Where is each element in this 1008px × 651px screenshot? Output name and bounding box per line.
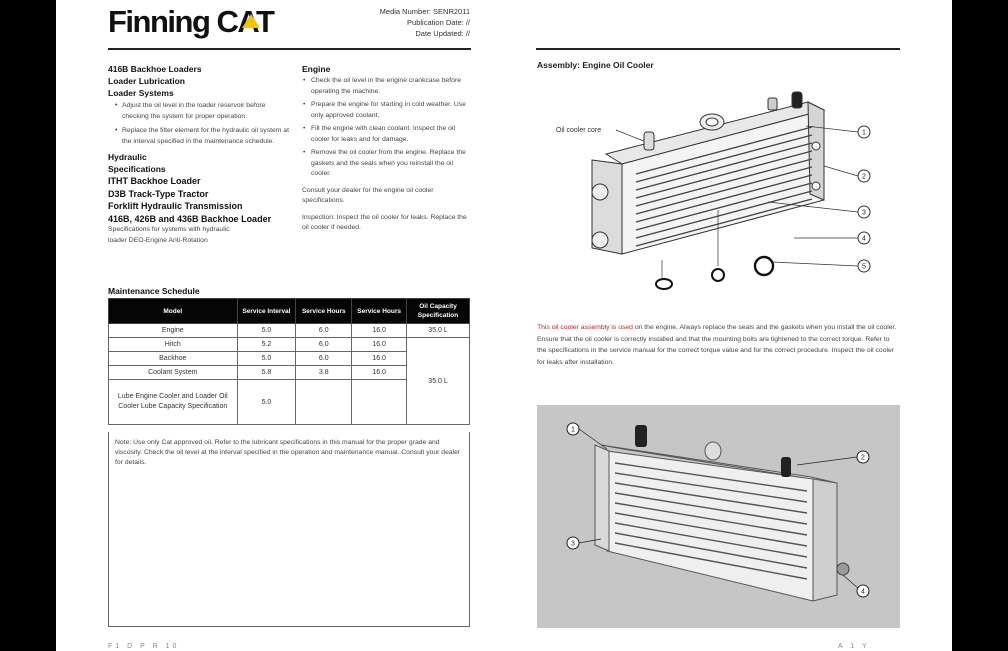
- o-ring-part: [656, 279, 672, 289]
- column-header: Oil Capacity Specification: [407, 299, 470, 324]
- callout-number: 4: [862, 235, 866, 243]
- spec-table: [108, 298, 470, 425]
- table-cell: 35.0 L: [407, 324, 470, 338]
- table-cell: 5.0: [237, 380, 296, 425]
- photo-fitting: [837, 563, 849, 575]
- description-text: on the engine. Always replace the seals and the gaskets when you install the oil cooler. Ensure that the oil cooler is correctly installed and that the mounting bolts are tightened to the correct torque. Refer to the specifications in the service manual for the correct torque value and for the correct procedure. Inspect the oil cooler for leaks after installation.: [537, 324, 897, 366]
- section-heading: Engine: [302, 64, 331, 74]
- column-header: Service Hours: [352, 299, 407, 324]
- o-ring-part: [712, 269, 724, 281]
- table-cell: 6.0: [296, 352, 352, 366]
- callout-number: 2: [861, 454, 865, 462]
- meta-media-number: Media Number: SENR2011: [379, 7, 470, 16]
- figure-description: [537, 322, 899, 368]
- section-subheading: Loader Lubrication: [108, 76, 185, 86]
- column-header: Model: [109, 299, 238, 324]
- callout-number: 3: [862, 209, 866, 217]
- bullet-item: • Adjust the oil level in the loader reservoir before checking the system for proper operation.: [108, 101, 290, 122]
- meta-date-updated: Date Updated: //: [415, 29, 470, 38]
- column-header: Service Interval: [237, 299, 296, 324]
- section-subheading: Loader Systems: [108, 88, 174, 98]
- table-cell: Engine: [109, 324, 238, 338]
- spec-heading: Specifications: [108, 164, 166, 174]
- table-cell: 16.0: [352, 338, 407, 352]
- o-ring-part: [755, 257, 773, 275]
- model-line: ITHT Backhoe Loader: [108, 176, 201, 186]
- table-header-row: [109, 299, 470, 324]
- section-heading: 416B Backhoe Loaders: [108, 64, 202, 74]
- column-header: Service Hours: [296, 299, 352, 324]
- bullet-item: • Fill the engine with clean coolant. Inspect the oil cooler for leaks and for damage.: [302, 124, 472, 145]
- paragraph: Inspection: Inspect the oil cooler for leaks. Replace the oil cooler if needed.: [302, 213, 467, 231]
- callout-number: 2: [862, 173, 866, 181]
- page-footer-right: A 1 Y: [838, 643, 870, 650]
- document-meta: [366, 6, 470, 39]
- finning-cat-logo: [108, 4, 273, 40]
- table-cell: 6.0: [296, 324, 352, 338]
- callout-number: 3: [571, 540, 575, 548]
- table-cell: Hitch: [109, 338, 238, 352]
- figure-label: Oil cooler core: [556, 127, 602, 134]
- highlight-text: This oil cooler assembly is used: [537, 324, 633, 331]
- notes-box: [108, 432, 470, 627]
- bullet-item: • Prepare the engine for starting in cold weather. Use only approved coolant.: [302, 100, 472, 121]
- table-cell: 16.0: [352, 324, 407, 338]
- table-cell: 5.0: [237, 324, 296, 338]
- small-note: loader DEO-Engine Anti-Rotation: [108, 236, 208, 244]
- table-cell: [352, 380, 407, 425]
- table-cell: Coolant System: [109, 366, 238, 380]
- bullet-item: • Remove the oil cooler from the engine. Replace the gaskets and the seals when you reinstall the oil cooler.: [302, 148, 472, 180]
- leader-line: [616, 130, 646, 142]
- model-line: D3B Track-Type Tractor: [108, 188, 209, 199]
- paragraph: Consult your dealer for the engine oil cooler specifications.: [302, 186, 434, 204]
- table-cell: 35.0 L: [407, 338, 470, 425]
- table-row: [109, 338, 470, 352]
- bullet-item: • Check the oil level in the engine crankcase before operating the machine.: [302, 76, 472, 97]
- photo-fitting: [635, 425, 647, 447]
- header-rule-right: [536, 48, 900, 50]
- table-cell: 3.8: [296, 366, 352, 380]
- callout-number: 1: [571, 426, 575, 434]
- table-cell: 5.8: [237, 366, 296, 380]
- table-cell: [296, 380, 352, 425]
- middle-column: [302, 63, 472, 234]
- brand-cat: [217, 4, 274, 39]
- table-cell: 5.0: [237, 352, 296, 366]
- notes-text: Note: Use only Cat approved oil. Refer to the lubricant specifications in this manual for the proper grade and viscosity. Check the oil level at the interval specified in the operation and maintenance manual. Consult your dealer for details.: [115, 439, 461, 466]
- model-line: Forklift Hydraulic Transmission: [108, 201, 243, 211]
- header-rule-left: [108, 48, 471, 50]
- table-cell: 16.0: [352, 352, 407, 366]
- photo-fitting: [781, 457, 791, 477]
- cat-triangle-icon: [242, 14, 260, 28]
- brand-name: Finning: [108, 4, 210, 39]
- model-line: 416B, 426B and 436B Backhoe Loader: [108, 213, 272, 224]
- table-title: Maintenance Schedule: [108, 286, 200, 296]
- callout-number: 1: [862, 129, 866, 137]
- spec-heading: Hydraulic: [108, 152, 147, 162]
- brand-cat-text: CAT: [216, 4, 274, 39]
- oil-cooler-photo: [537, 405, 900, 628]
- callout-number: 4: [861, 588, 865, 596]
- table-cell: 16.0: [352, 366, 407, 380]
- table-row: [109, 324, 470, 338]
- page-footer-left: F1 D P R 10: [108, 643, 180, 650]
- callout-number: 5: [862, 263, 866, 271]
- table-cell: Backhoe: [109, 352, 238, 366]
- table-cell: 6.0: [296, 338, 352, 352]
- table-cell: Lube Engine Cooler and Loader Oil Cooler Lube Capacity Specification: [109, 380, 238, 425]
- figure-title: Assembly: Engine Oil Cooler: [537, 60, 654, 70]
- meta-publication-date: Publication Date: //: [407, 18, 470, 27]
- bullet-item: • Replace the filter element for the hydraulic oil system at the interval specified in the maintenance schedule.: [108, 126, 290, 147]
- photo-fitting: [705, 442, 721, 460]
- small-note: Specifications for systems with hydraulic: [108, 226, 230, 233]
- left-column: [108, 63, 290, 246]
- oil-cooler-diagram: [536, 70, 900, 300]
- table-cell: 5.2: [237, 338, 296, 352]
